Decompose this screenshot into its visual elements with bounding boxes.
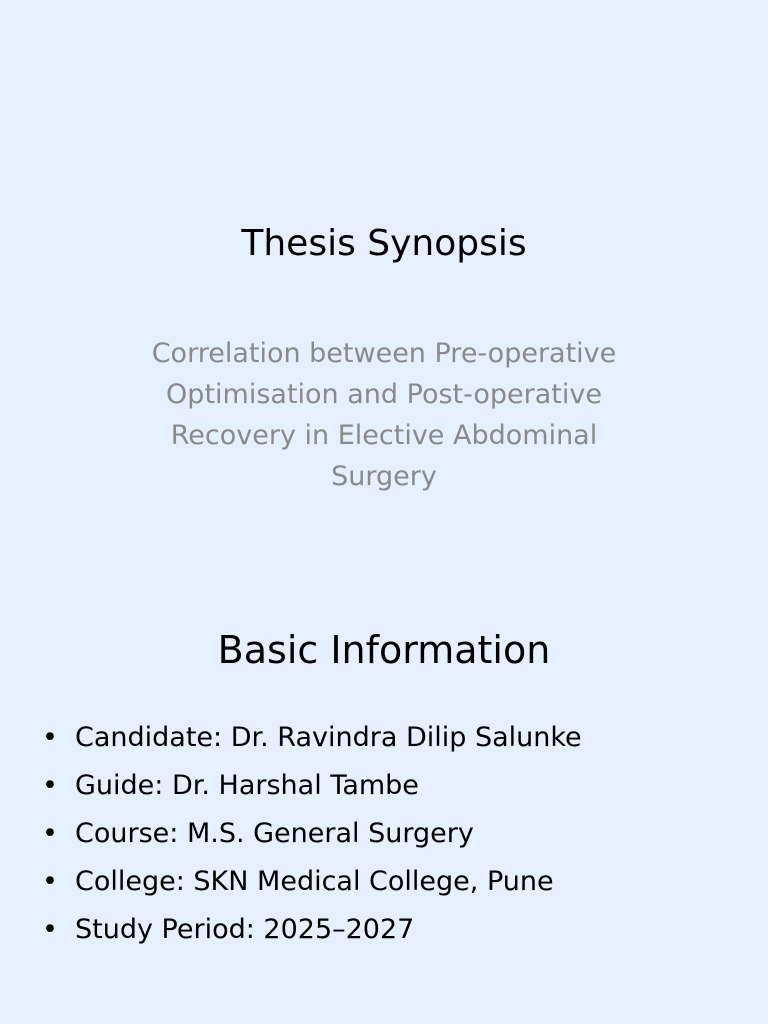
section-title: Basic Information bbox=[217, 628, 551, 672]
info-item-text: Candidate: Dr. Ravindra Dilip Salunke bbox=[75, 722, 582, 753]
info-item-text: Course: M.S. General Surgery bbox=[75, 818, 474, 849]
bullet-icon: • bbox=[42, 770, 58, 801]
info-item-text: College: SKN Medical College, Pune bbox=[75, 866, 554, 897]
list-item bbox=[42, 906, 742, 954]
list-item bbox=[42, 810, 742, 858]
info-item-text: Study Period: 2025–2027 bbox=[75, 914, 415, 945]
list-item bbox=[42, 858, 742, 906]
slide-title: Thesis Synopsis bbox=[241, 223, 527, 264]
info-item-text: Guide: Dr. Harshal Tambe bbox=[75, 770, 419, 801]
bullet-icon: • bbox=[42, 722, 58, 753]
list-item bbox=[42, 714, 742, 762]
list-item bbox=[42, 762, 742, 810]
bullet-icon: • bbox=[42, 866, 58, 897]
bullet-icon: • bbox=[42, 818, 58, 849]
info-list bbox=[42, 714, 742, 954]
slide-subtitle: Correlation between Pre-operative Optimisation and Post-operative Recovery in Elective Abdominal Surgery bbox=[151, 338, 617, 492]
bullet-icon: • bbox=[42, 914, 58, 945]
